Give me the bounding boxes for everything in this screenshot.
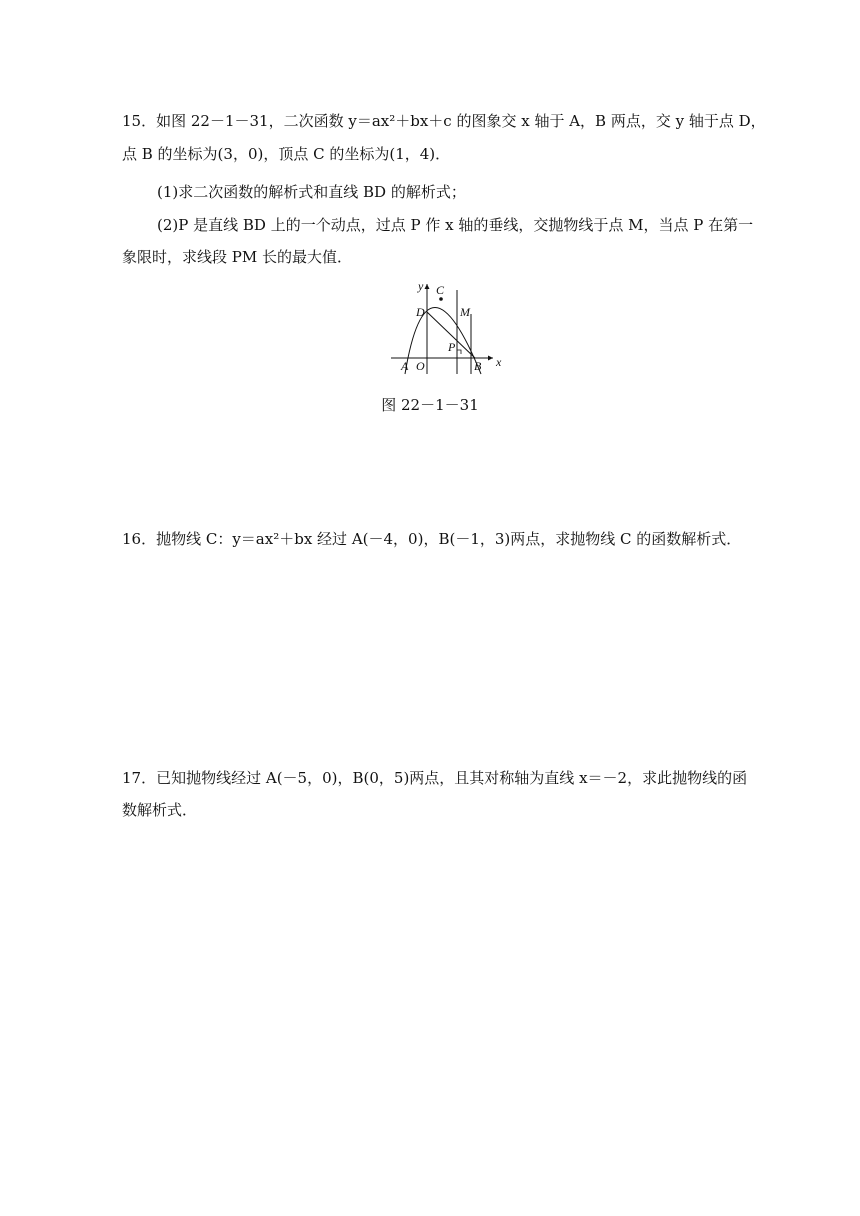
label-o: O — [416, 359, 425, 373]
problem-16-line-1: 16．抛物线 C：y＝ax²＋bx 经过 A(－4，0)，B(－1，3)两点，求抛物线 C 的函数解析式． — [122, 530, 742, 548]
problem-15-part-2: (2)P 是直线 BD 上的一个动点，过点 P 作 x 轴的垂线，交抛物线于点 M，当点 P 在第一 — [157, 216, 754, 234]
label-x: x — [496, 355, 502, 369]
problem-15-line-2: 点 B 的坐标为(3，0)，顶点 C 的坐标为(1，4)． — [122, 145, 451, 163]
problem-17-line-2: 数解析式． — [122, 801, 198, 819]
label-b: B — [474, 359, 482, 373]
figure-caption: 图 22－1－31 — [381, 396, 479, 414]
problem-15-part-1: (1)求二次函数的解析式和直线 BD 的解析式； — [157, 183, 466, 201]
problem-15-line-1: 15．如图 22－1－31，二次函数 y＝ax²＋bx＋c 的图象交 x 轴于 A，B 两点，交 y 轴于点 D， — [122, 112, 766, 130]
y-axis-arrow — [425, 284, 430, 289]
label-a: A — [401, 359, 409, 373]
label-y: y — [418, 279, 424, 293]
label-d: D — [416, 305, 425, 319]
label-p: P — [448, 340, 456, 354]
label-m: M — [460, 305, 470, 319]
problem-17-line-1: 17．已知抛物线经过 A(－5，0)，B(0，5)两点，且其对称轴为直线 x＝－2，求此抛物线的函 — [122, 769, 748, 787]
x-axis-arrow — [488, 356, 493, 361]
problem-15-part-2-cont: 象限时，求线段 PM 长的最大值． — [122, 248, 352, 266]
vertex-c-point — [439, 297, 443, 301]
parabola-figure — [385, 276, 505, 376]
right-angle-marker — [457, 350, 461, 354]
label-c: C — [436, 283, 445, 297]
